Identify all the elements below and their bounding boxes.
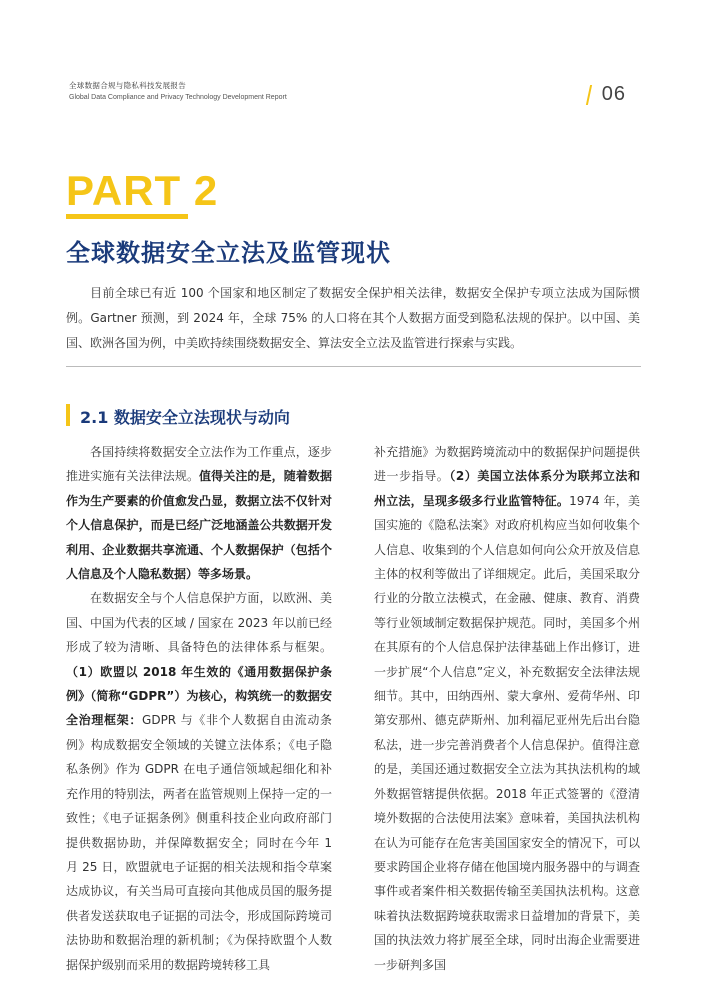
paragraph-text: GDPR 与《非个人数据自由流动条例》构成数据安全领域的关键立法体系；《电子隐私条例》作为 GDPR 在电子通信领域起细化和补充作用的特别法，两者在监管规则上保持一定的一致性；《电子证据条例》侧重科技企业向政府部门提供数据协助，并保障数据安全；同时在今年 1 月 25 日，欧盟就电子证据的相关法规和指令草案达成协议，有关当局可直接向其他成员国的服务提供者发送获取电子证据的司法令，形成国际跨境司法协助和数据治理的新机制；《为保持欧盟个人数据保护级别而采用的数据跨境转移工具 [66,713,332,972]
chapter-title: 全球数据安全立法及监管现状 [66,239,391,267]
right-column [374,440,640,977]
paragraph-text: 补充措施》为数据跨境流动中的数据保护问题提供进一步指导。 [374,445,640,484]
section-title: 2.1 数据安全立法现状与动向 [80,408,290,427]
left-column [66,440,332,977]
report-title-en: Global Data Compliance and Privacy Technology Development Report [69,94,287,101]
part-underline [66,214,188,219]
paragraph-text: 1974 年，美国实施的《隐私法案》对政府机构应当如何收集个人信息、收集到的个人信息如何向公众开放及信息主体的权利等做出了详细规定。此后，美国采取分行业的分散立法模式，在金融、健康、教育、消费等行业领域制定数据保护规范。同时，美国多个州在其原有的个人信息保护法律基础上作出修订，进一步扩展“个人信息”定义，补充数据安全法律法规细节。其中，田纳西州、蒙大拿州、爱荷华州、印第安那州、德克萨斯州、加利福尼亚州先后出台隐私法，进一步完善消费者个人信息保护。值得注意的是，美国还通过数据安全立法为其执法机构的域外数据管辖提供依据。2018 年正式签署的《澄清境外数据的合法使用法案》意味着，美国执法机构在认为可能存在危害美国国家安全的情况下，可以要求跨国企业将存储在他国境内服务器中的与调查事件或者案件相关数据传输至美国执法机构。这意味着执法数据跨境获取需求日益增加的背景下，美国的执法效力将扩展至全球，同时出海企业需要进一步研判多国 [374,493,640,972]
paragraph [66,586,332,977]
paragraph-bold-text: 值得关注的是，随着数据作为生产要素的价值愈发凸显，数据立法不仅针对个人信息保护，而是已经广泛地涵盖公共数据开发利用、企业数据共享流通、个人数据保护（包括个人信息及个人隐私数据）等多场景。 [66,469,332,582]
page-number: 06 [601,83,626,105]
section-accent-bar [66,404,70,426]
paragraph-bold-text: （1）欧盟以 2018 年生效的《通用数据保护条例》（简称“GDPR”）为核心，构筑统一的数据安全治理框架： [66,664,332,728]
report-header [69,80,641,101]
paragraph [374,440,640,977]
divider [66,366,641,367]
paragraph-text: 在数据安全与个人信息保护方面，以欧洲、美国、中国为代表的区域 / 国家在 2023 年以前已经形成了较为清晰、具备特色的法律体系与框架。 [66,591,332,655]
paragraph-bold-text: （2）美国立法体系分为联邦立法和州立法，呈现多级多行业监管特征。 [374,469,640,508]
paragraph [66,440,332,586]
chapter-intro: 目前全球已有近 100 个国家和地区制定了数据安全保护相关法律，数据安全保护专项立法成为国际惯例。Gartner 预测，到 2024 年，全球 75% 的人口将在其个人数据方面受到隐私法规的保护。以中国、美国、欧洲各国为例，中美欧持续围绕数据安全、算法安全立法及监管进行探索与实践。 [66,286,640,350]
part-label: PART 2 [66,167,219,214]
paragraph-text: 各国持续将数据安全立法作为工作重点，逐步推进实施有关法律法规。 [66,445,332,484]
report-title-cn: 全球数据合规与隐私科技发展报告 [69,81,186,90]
page-number-block [588,83,626,106]
